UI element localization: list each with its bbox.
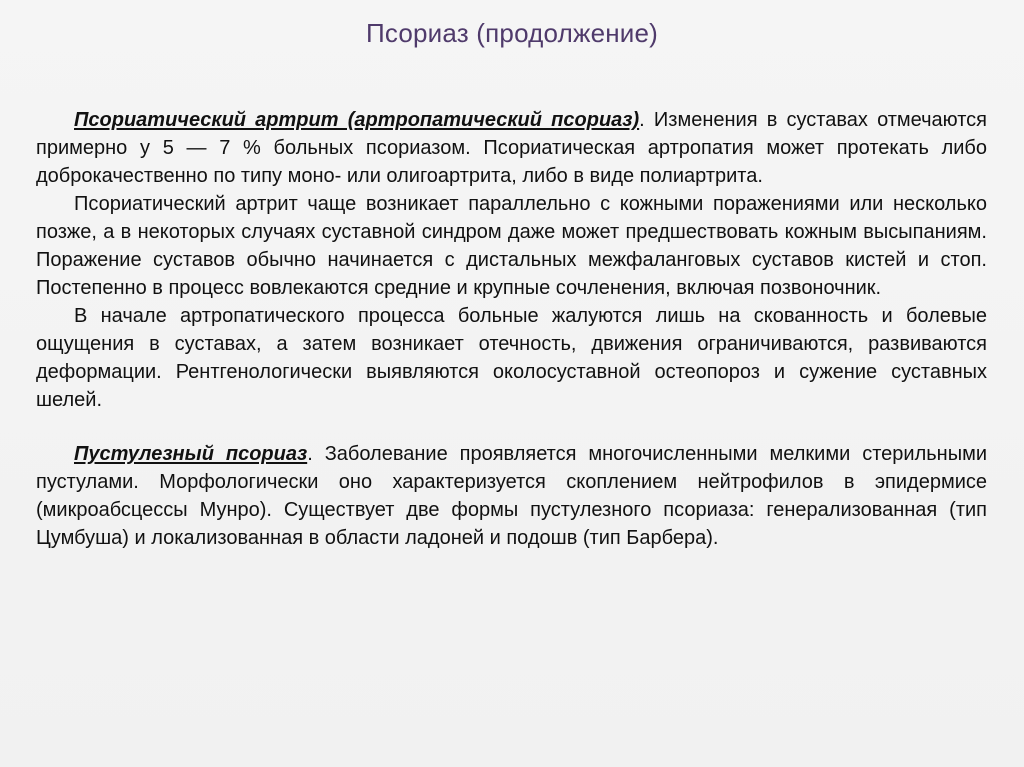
arthritis-paragraph-3: В начале артропатического процесса больные жалуются лишь на скованность и болевые ощущения в суставах, а затем возникает отечность, движения ограничиваются, развиваются деформации. Рентгенологически выявляются околосуставной остеопороз и сужение суставных шелей. xyxy=(36,305,987,411)
pustular-paragraph xyxy=(36,440,987,552)
section-gap xyxy=(36,414,987,440)
arthritis-paragraph-2: Псориатический артрит чаще возникает параллельно с кожными поражениями или несколько позже, а в некоторых случаях суставной синдром даже может предшествовать кожным высыпаниям. Поражение суставов обычно начинается с дистальных межфаланговых суставов кистей и стоп. Постепенно в процесс вовлекаются средние и крупные сочленения, включая позвоночник. xyxy=(36,193,987,299)
slide-content xyxy=(36,106,987,552)
arthritis-intro-text: . Изменения в суставах отмечаются примерно у 5 — 7 % больных псориазом. Псориатическая артропатия может протекать либо доброкачественно по типу моно- или олигоартрита, либо в виде полиартрита. xyxy=(36,109,987,187)
arthritis-term: Псориатический артрит (артропатический псориаз) xyxy=(74,109,640,131)
slide-title: Псориаз (продолжение) xyxy=(365,18,659,48)
pustular-term: Пустулезный псориаз xyxy=(74,443,308,465)
pustular-text: . Заболевание проявляется многочисленными мелкими стерильными пустулами. Морфологически оно характеризуется скоплением нейтрофилов в эпидермисе (микроабсцессы Мунро). Существует две формы пустулезного псориаза: генерализованная (тип Цумбуша) и локализованная в области ладоней и подошв (тип Барбера). xyxy=(36,443,987,549)
arthritis-paragraph-1 xyxy=(36,106,987,190)
